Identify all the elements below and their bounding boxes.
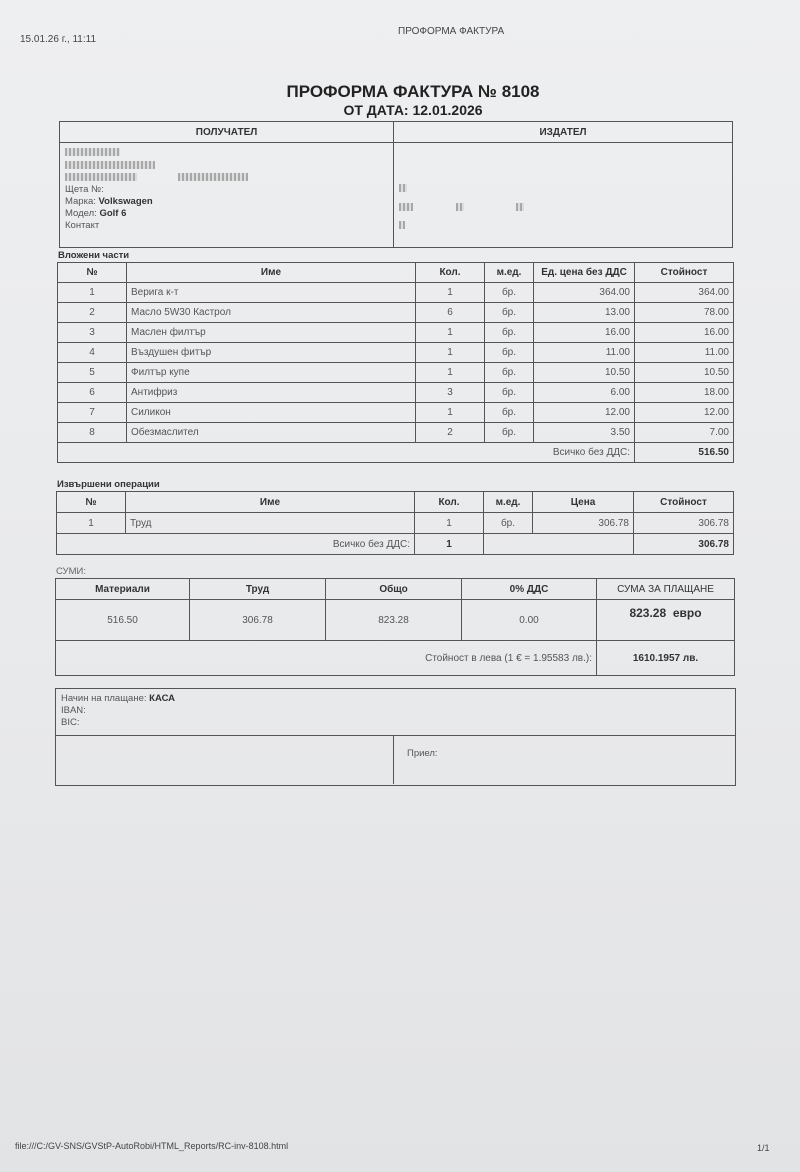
payment-method-label: Начин на плащане: <box>61 693 147 704</box>
row-name: Масло 5W30 Кастрол <box>127 303 416 323</box>
row-no: 2 <box>58 303 127 323</box>
col-name: Име <box>127 263 416 283</box>
redacted-value <box>178 173 248 181</box>
iban-label: IBAN: <box>61 705 86 716</box>
issuer-signature-cell <box>56 736 394 784</box>
operations-section-label: Извършени операции <box>57 479 160 490</box>
model-value: Golf 6 <box>99 208 127 220</box>
parts-section-label: Вложени части <box>58 250 130 261</box>
row-value: 7.00 <box>635 423 734 443</box>
sum-materials: 516.50 <box>56 600 190 641</box>
col-name: Име <box>126 492 415 513</box>
table-row <box>58 303 734 323</box>
row-name: Филтър купе <box>127 363 416 383</box>
print-footer-url: file:///C:/GV-SNS/GVStP-AutoRobi/HTML_Reports/RC-inv-8108.html <box>15 1141 289 1151</box>
row-value: 12.00 <box>635 403 734 423</box>
row-price: 11.00 <box>534 343 635 363</box>
col-price: Цена <box>533 492 634 513</box>
table-row <box>58 403 734 423</box>
row-price: 364.00 <box>534 283 635 303</box>
row-unit: бр. <box>485 423 534 443</box>
row-no: 7 <box>58 403 127 423</box>
table-row <box>58 363 734 383</box>
col-unit-price: Ед. цена без ДДС <box>534 263 635 283</box>
row-no: 8 <box>58 423 127 443</box>
row-name: Силикон <box>127 403 416 423</box>
payment-info <box>56 689 735 736</box>
table-row <box>58 283 734 303</box>
issuer-details <box>394 143 733 248</box>
print-footer-page: 1/1 <box>757 1143 770 1153</box>
row-qty: 1 <box>416 323 485 343</box>
recipient-header: ПОЛУЧАТЕЛ <box>60 122 394 143</box>
table-row <box>58 383 734 403</box>
row-unit: бр. <box>485 343 534 363</box>
row-qty: 1 <box>416 403 485 423</box>
print-header <box>0 24 800 44</box>
account-label: Щета №: <box>65 183 104 195</box>
row-unit: бр. <box>485 403 534 423</box>
row-unit: бр. <box>485 303 534 323</box>
row-price: 3.50 <box>534 423 635 443</box>
recipient-details <box>60 143 394 248</box>
table-row <box>58 343 734 363</box>
signature-row <box>56 736 735 784</box>
row-price: 306.78 <box>533 513 634 534</box>
invoice-title: ПРОФОРМА ФАКТУРА № 8108 <box>286 82 540 101</box>
row-name: Верига к-т <box>127 283 416 303</box>
row-no: 3 <box>58 323 127 343</box>
redacted-mark <box>516 203 524 211</box>
sum-total: 823.28 <box>326 600 462 641</box>
received-by-cell <box>394 736 735 784</box>
col-unit: м.ед. <box>484 492 533 513</box>
sums-section-label: СУМИ: <box>56 566 86 577</box>
table-row <box>57 513 734 534</box>
issuer-header: ИЗДАТЕЛ <box>394 122 733 143</box>
row-no: 4 <box>58 343 127 363</box>
invoice-date: ОТ ДАТА: 12.01.2026 <box>343 102 483 118</box>
row-name: Въздушен фитър <box>127 343 416 363</box>
bgn-value: 1610.1957 лв. <box>597 641 735 676</box>
row-unit: бр. <box>485 383 534 403</box>
col-no: № <box>57 492 126 513</box>
col-value: Стойност <box>635 263 734 283</box>
row-unit: бр. <box>485 363 534 383</box>
redacted-mark <box>456 203 464 211</box>
row-price: 10.50 <box>534 363 635 383</box>
print-datetime: 15.01.26 г., 11:11 <box>20 34 97 45</box>
row-qty: 2 <box>416 423 485 443</box>
brand-value: Volkswagen <box>98 195 153 207</box>
operations-table <box>56 491 734 555</box>
redacted-mark <box>399 203 413 211</box>
amount-due: 823.28 евро <box>597 600 735 641</box>
sum-vat: 0.00 <box>462 600 597 641</box>
row-no: 6 <box>58 383 127 403</box>
row-qty: 1 <box>415 513 484 534</box>
row-value: 11.00 <box>635 343 734 363</box>
row-unit: бр. <box>484 513 533 534</box>
sums-table <box>55 578 735 676</box>
received-by-label: Приел: <box>407 748 438 759</box>
redacted-mark <box>399 184 407 192</box>
row-value: 306.78 <box>634 513 734 534</box>
row-value: 18.00 <box>635 383 734 403</box>
sums-col-materials: Материали <box>56 579 190 600</box>
col-qty: Кол. <box>415 492 484 513</box>
row-price: 6.00 <box>534 383 635 403</box>
row-name: Обезмаслител <box>127 423 416 443</box>
row-qty: 1 <box>416 363 485 383</box>
ops-total-label: Всичко без ДДС: <box>57 534 415 555</box>
row-name: Антифриз <box>127 383 416 403</box>
col-qty: Кол. <box>416 263 485 283</box>
row-value: 10.50 <box>635 363 734 383</box>
bgn-label: Стойност в лева (1 € = 1.95583 лв.): <box>56 641 597 676</box>
row-price: 16.00 <box>534 323 635 343</box>
row-value: 78.00 <box>635 303 734 323</box>
redacted-id <box>65 161 155 169</box>
parts-total-label: Всичко без ДДС: <box>58 443 635 463</box>
col-unit: м.ед. <box>485 263 534 283</box>
sums-col-total: Общо <box>326 579 462 600</box>
row-unit: бр. <box>485 323 534 343</box>
col-value: Стойност <box>634 492 734 513</box>
sum-labor: 306.78 <box>190 600 326 641</box>
row-value: 364.00 <box>635 283 734 303</box>
parties-table <box>59 121 733 248</box>
payment-box <box>55 688 736 786</box>
row-qty: 1 <box>416 343 485 363</box>
row-qty: 1 <box>416 283 485 303</box>
row-price: 13.00 <box>534 303 635 323</box>
table-row <box>58 323 734 343</box>
row-no: 1 <box>58 283 127 303</box>
table-row <box>58 423 734 443</box>
row-qty: 3 <box>416 383 485 403</box>
ops-total-qty: 1 <box>415 534 484 555</box>
parts-table <box>57 262 734 463</box>
row-unit: бр. <box>485 283 534 303</box>
redacted-field <box>65 173 137 181</box>
row-price: 12.00 <box>534 403 635 423</box>
row-no: 5 <box>58 363 127 383</box>
redacted-mark <box>399 221 405 229</box>
row-qty: 6 <box>416 303 485 323</box>
parts-total-value: 516.50 <box>635 443 734 463</box>
row-name: Маслен филтър <box>127 323 416 343</box>
row-name: Труд <box>126 513 415 534</box>
empty-cell <box>484 534 634 555</box>
print-title: ПРОФОРМА ФАКТУРА <box>398 26 505 37</box>
contact-label: Контакт <box>65 220 100 232</box>
row-no: 1 <box>57 513 126 534</box>
redacted-name <box>65 148 120 156</box>
bic-label: BIC: <box>61 717 80 728</box>
model-label: Модел: <box>65 208 97 220</box>
payment-method-value: КАСА <box>149 693 176 704</box>
sums-col-vat: 0% ДДС <box>462 579 597 600</box>
sums-col-amount-due: СУМА ЗА ПЛАЩАНЕ <box>597 579 735 600</box>
brand-label: Марка: <box>65 195 96 207</box>
sums-col-labor: Труд <box>190 579 326 600</box>
col-no: № <box>58 263 127 283</box>
row-value: 16.00 <box>635 323 734 343</box>
ops-total-value: 306.78 <box>634 534 734 555</box>
